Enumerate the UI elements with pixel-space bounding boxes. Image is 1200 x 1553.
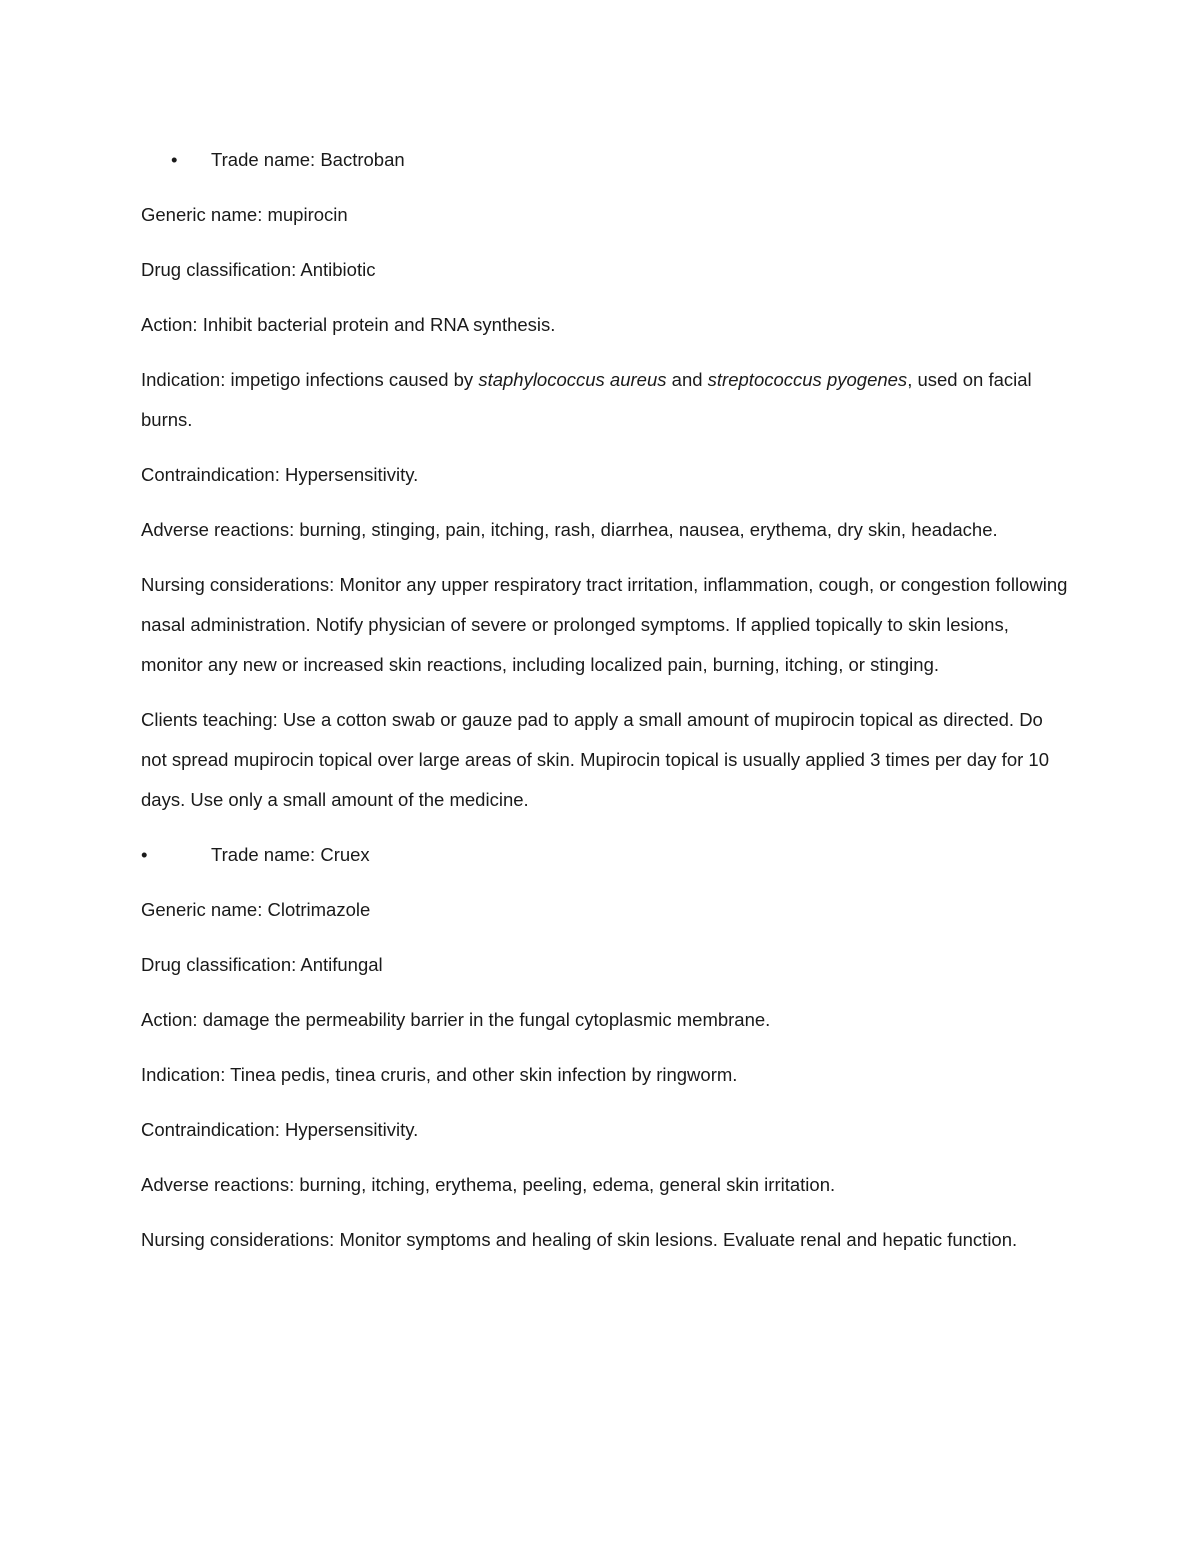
drug2-classification: Drug classification: Antifungal [141, 954, 383, 975]
drug1-indication-text: Indication: impetigo infections caused by [141, 369, 479, 390]
drug1-trade-name: Trade name: Bactroban [211, 149, 405, 170]
drug2-nursing-considerations: Nursing considerations: Monitor symptoms and healing of skin lesions. Evaluate renal and hepatic function. [141, 1229, 1018, 1250]
bullet-icon: • [171, 149, 178, 170]
document-body [141, 140, 1071, 1275]
bullet-icon: • [141, 844, 148, 865]
drug1-indication-organism-1: staphylococcus aureus [478, 369, 667, 390]
drug2-contraindication: Contraindication: Hypersensitivity. [141, 1119, 419, 1140]
drug2-adverse-reactions: Adverse reactions: burning, itching, erythema, peeling, edema, general skin irritation. [141, 1174, 836, 1195]
drug2-indication: Indication: Tinea pedis, tinea cruris, and other skin infection by ringworm. [141, 1064, 738, 1085]
drug1-indication [141, 360, 1071, 440]
drug1-indication-text-2: and [666, 369, 708, 390]
drug1-trade-item [141, 140, 1071, 180]
drug1-generic-name: Generic name: mupirocin [141, 204, 348, 225]
drug1-indication-organism-2: streptococcus pyogenes [707, 369, 908, 390]
drug1-client-teaching: Clients teaching: Use a cotton swab or gauze pad to apply a small amount of mupirocin topical as directed. Do not spread mupirocin topical over large areas of skin. Mupirocin topical is usually applied 3 times per day for 10 days. Use only a small amount of the medicine. [141, 709, 1049, 810]
drug2-action: Action: damage the permeability barrier in the fungal cytoplasmic membrane. [141, 1009, 771, 1030]
drug2-generic-name: Generic name: Clotrimazole [141, 899, 371, 920]
drug1-action: Action: Inhibit bacterial protein and RNA synthesis. [141, 314, 556, 335]
drug1-adverse-reactions: Adverse reactions: burning, stinging, pain, itching, rash, diarrhea, nausea, erythema, dry skin, headache. [141, 519, 998, 540]
drug2-trade-name: Trade name: Cruex [211, 844, 370, 865]
drug1-indication-text-3: , used on facial burns. [141, 369, 1032, 430]
drug1-classification: Drug classification: Antibiotic [141, 259, 376, 280]
drug2-trade-item [141, 835, 1071, 875]
drug1-contraindication: Contraindication: Hypersensitivity. [141, 464, 419, 485]
drug1-nursing-considerations: Nursing considerations: Monitor any upper respiratory tract irritation, inflammation, cough, or congestion following nasal administration. Notify physician of severe or prolonged symptoms. If applied topically to skin lesions, monitor any new or increased skin reactions, including localized pain, burning, itching, or stinging. [141, 574, 1068, 675]
